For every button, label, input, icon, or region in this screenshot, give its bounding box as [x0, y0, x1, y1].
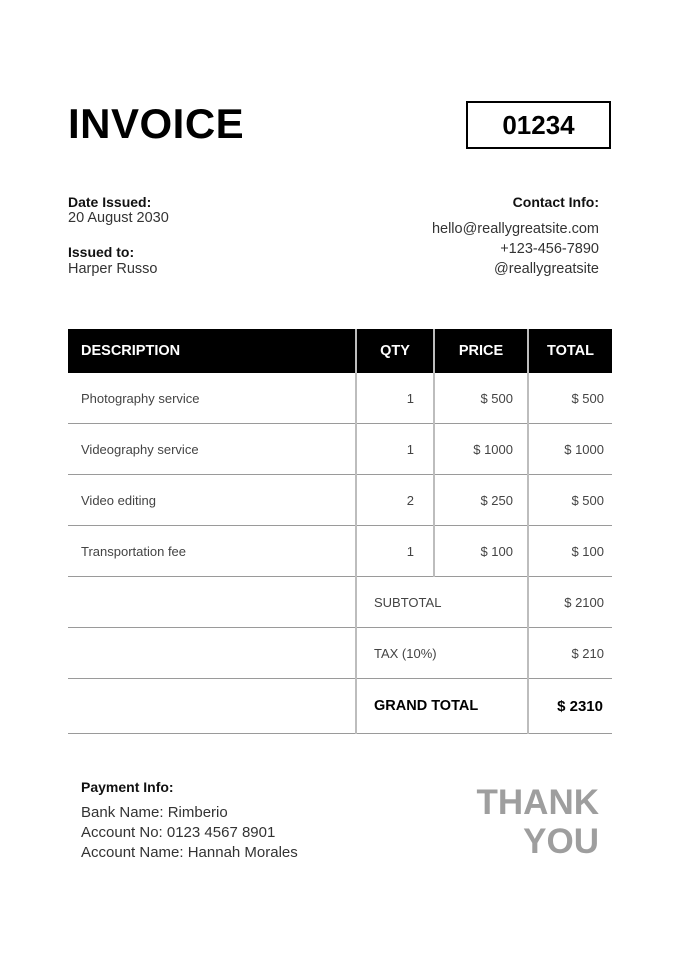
grand-total-row [68, 679, 612, 734]
contact-email: hello@reallygreatsite.com [431, 221, 599, 237]
table-row [68, 526, 612, 577]
header-description: DESCRIPTION [68, 329, 356, 373]
header-price: PRICE [434, 329, 528, 373]
invoice-title: INVOICE [68, 100, 245, 147]
issued-to-label: Issued to: [68, 244, 135, 260]
table-header-row [68, 329, 612, 373]
row-description: Photography service [68, 373, 356, 424]
row-qty: 1 [356, 526, 434, 577]
row-total: $ 500 [528, 475, 612, 526]
row-qty: 1 [356, 424, 434, 475]
account-number: Account No: 0123 4567 8901 [81, 824, 276, 841]
contact-phone: +123-456-7890 [500, 241, 599, 257]
contact-info-label: Contact Info: [512, 194, 599, 210]
grand-total-value: $ 2310 [528, 679, 612, 734]
subtotal-label: SUBTOTAL [356, 577, 528, 628]
table-row [68, 475, 612, 526]
table-row [68, 424, 612, 475]
contact-handle: @reallygreatsite [494, 261, 599, 277]
grand-total-label: GRAND TOTAL [356, 679, 528, 734]
issued-to-value: Harper Russo [68, 261, 158, 277]
row-total: $ 100 [528, 526, 612, 577]
bank-name: Bank Name: Rimberio [81, 804, 228, 821]
row-description: Video editing [68, 475, 356, 526]
tax-label: TAX (10%) [356, 628, 528, 679]
row-qty: 2 [356, 475, 434, 526]
invoice-items-table [68, 329, 612, 734]
thank-you-line2: YOU [523, 822, 599, 861]
row-price: $ 1000 [434, 424, 528, 475]
row-total: $ 500 [528, 373, 612, 424]
subtotal-value: $ 2100 [528, 577, 612, 628]
payment-info-label: Payment Info: [81, 779, 174, 795]
empty-cell [68, 577, 356, 628]
tax-row [68, 628, 612, 679]
thank-you-line1: THANK [476, 783, 599, 822]
row-price: $ 250 [434, 475, 528, 526]
row-price: $ 500 [434, 373, 528, 424]
tax-value: $ 210 [528, 628, 612, 679]
date-issued-label: Date Issued: [68, 194, 152, 210]
empty-cell [68, 679, 356, 734]
header-total: TOTAL [528, 329, 612, 373]
invoice-number-box [466, 101, 611, 149]
account-name: Account Name: Hannah Morales [81, 844, 298, 861]
thank-you-text [477, 783, 599, 861]
row-price: $ 100 [434, 526, 528, 577]
empty-cell [68, 628, 356, 679]
date-issued-value: 20 August 2030 [68, 210, 169, 226]
row-qty: 1 [356, 373, 434, 424]
table-row [68, 373, 612, 424]
invoice-number: 01234 [502, 109, 575, 140]
row-description: Transportation fee [68, 526, 356, 577]
subtotal-row [68, 577, 612, 628]
row-description: Videography service [68, 424, 356, 475]
row-total: $ 1000 [528, 424, 612, 475]
header-qty: QTY [356, 329, 434, 373]
